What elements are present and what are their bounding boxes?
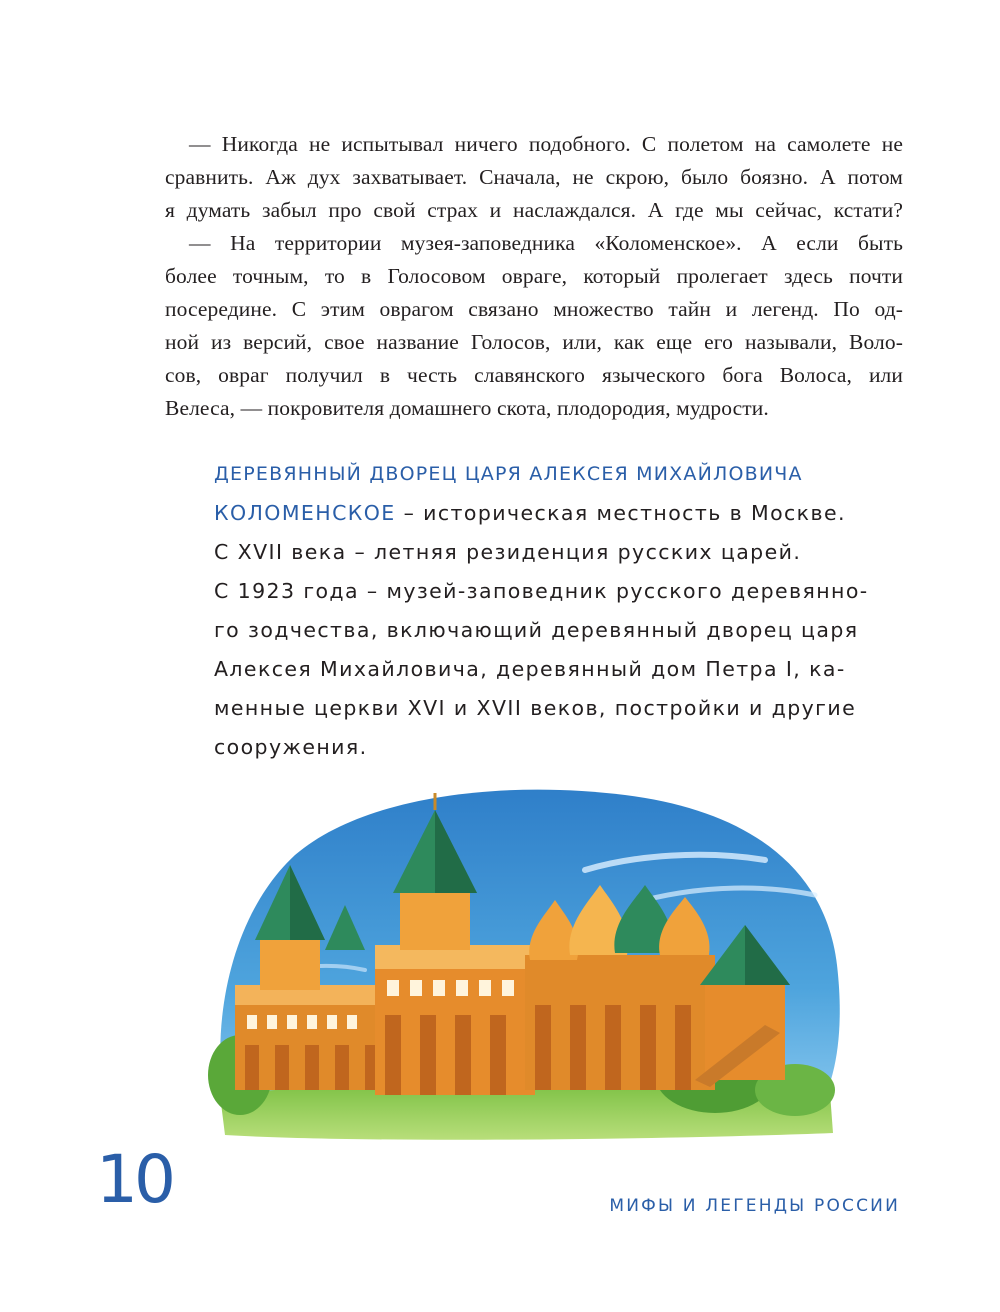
text-line: — Никогда не испытывал ничего подобного. С полетом на самолете не	[189, 132, 903, 156]
running-title: МИФЫ И ЛЕГЕНДЫ РОССИИ	[609, 1196, 900, 1216]
text-line: более точным, то в Голосовом овраге, который пролегает здесь почти	[165, 264, 903, 288]
callout-line: Алексея Михайловича, деревянный дом Петра I, ка-	[214, 657, 846, 681]
callout-line: С 1923 года – музей-заповедник русского деревянно-	[214, 579, 869, 603]
dialogue-paragraph-1	[165, 128, 903, 227]
main-text	[165, 128, 903, 425]
tower	[260, 935, 320, 990]
callout-definition: – историческая местность в Москве.	[395, 501, 846, 525]
text-line: ной из версий, свое название Голосов, или, как еще его называли, Воло-	[165, 330, 903, 354]
callout-line: го зодчества, включающий деревянный дворец царя	[214, 618, 859, 642]
text-line: Велеса, — покровителя домашнего скота, плодородия, мудрости.	[165, 396, 769, 420]
text-line: — На территории музея-заповедника «Коломенское». А если быть	[189, 231, 903, 255]
dialogue-paragraph-2	[165, 227, 903, 425]
text-line: посередине. С этим оврагом связано множество тайн и легенд. По од-	[165, 297, 903, 321]
palace-illustration	[205, 775, 845, 1145]
text-line: сов, овраг получил в честь славянского языческого бога Волоса, или	[165, 363, 903, 387]
page-number: 10	[96, 1141, 172, 1218]
callout-line: сооружения.	[214, 735, 368, 759]
callout-line: менные церкви XVI и XVII веков, постройки и другие	[214, 696, 857, 720]
callout-title: ДЕРЕВЯННЫЙ ДВОРЕЦ ЦАРЯ АЛЕКСЕЯ МИХАЙЛОВИЧА	[214, 463, 803, 485]
callout-line	[214, 494, 874, 533]
text-line: сравнить. Аж дух захватывает. Сначала, не скрою, было боязно. А потом	[165, 165, 903, 189]
info-callout	[214, 455, 874, 767]
callout-term: КОЛОМЕНСКОЕ	[214, 501, 396, 525]
palace-watercolor	[205, 775, 845, 1145]
text-line: я думать забыл про свой страх и наслаждался. А где мы сейчас, кстати?	[165, 198, 903, 222]
tower	[400, 885, 470, 950]
callout-line: С XVII века – летняя резиденция русских царей.	[214, 540, 802, 564]
